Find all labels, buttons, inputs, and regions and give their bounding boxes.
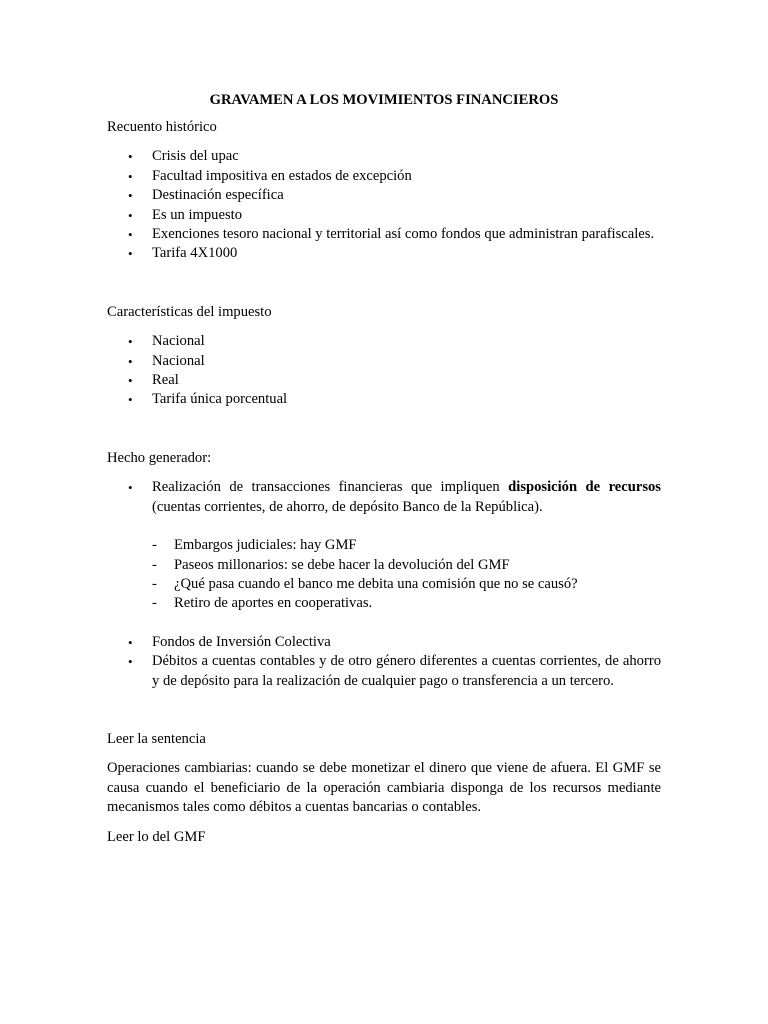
bullet-list-hecho-generador	[107, 478, 661, 517]
document-title: GRAVAMEN A LOS MOVIMIENTOS FINANCIEROS	[209, 92, 559, 108]
bullet-list-recuento	[107, 147, 661, 263]
list-item: - Embargos judiciales: hay GMF	[107, 536, 661, 555]
bullet-icon: •	[128, 246, 133, 262]
section-heading-recuento: Recuento histórico	[107, 119, 217, 135]
bullet-icon: •	[128, 188, 133, 204]
dash-icon: -	[152, 575, 157, 592]
bullet-icon: •	[128, 373, 133, 389]
bullet-list-caracteristicas	[107, 332, 661, 410]
list-item: • Real	[107, 371, 661, 390]
document-page	[107, 90, 661, 847]
bullet-list-hecho-generador-2	[107, 633, 661, 691]
list-item: • Fondos de Inversión Colectiva	[107, 633, 661, 652]
list-item: • Realización de transacciones financieras que impliquen disposición de recursos (cuentas corrientes, de ahorro, de depósito Banco de la República).	[128, 479, 661, 515]
list-item: • Débitos a cuentas contables y de otro género diferentes a cuentas corrientes, de ahorro y de depósito para la realización de cualquier pago o transferencia a un tercero.	[128, 653, 661, 689]
bullet-icon: •	[128, 392, 133, 408]
list-item: • Nacional	[107, 352, 661, 371]
list-item: - Paseos millonarios: se debe hacer la devolución del GMF	[107, 556, 661, 575]
bullet-icon: •	[128, 334, 133, 350]
list-item: • Facultad impositiva en estados de excepción	[107, 167, 661, 186]
bullet-icon: •	[128, 168, 133, 184]
dash-list	[107, 536, 661, 614]
section-heading-hecho-generador: Hecho generador:	[107, 449, 212, 466]
paragraph-operaciones-cambiarias: Operaciones cambiarias: cuando se debe monetizar el dinero que viene de afuera. El GMF se causa cuando el beneficiario de la operación cambiaria disponga de los recursos mediante mecanismos tales como débitos a cuentas bancarias o contables.	[107, 760, 661, 816]
bullet-icon: •	[128, 149, 133, 165]
dash-icon: -	[152, 537, 157, 554]
dash-icon: -	[152, 556, 157, 573]
section-heading-caracteristicas: Características del impuesto	[107, 303, 272, 320]
emphasis-text: disposición de recursos	[508, 479, 661, 496]
bullet-icon: •	[128, 227, 133, 243]
list-item: • Tarifa 4X1000	[107, 244, 661, 263]
list-item: • Nacional	[107, 332, 661, 351]
dash-icon: -	[152, 595, 157, 612]
bullet-icon: •	[128, 634, 133, 650]
bullet-icon: •	[128, 654, 133, 670]
list-item: • Tarifa única porcentual	[107, 390, 661, 409]
bullet-icon: •	[128, 207, 133, 223]
bullet-icon: •	[128, 480, 133, 496]
note-leer-gmf: Leer lo del GMF	[107, 828, 206, 845]
list-item: • Es un impuesto	[107, 206, 661, 225]
list-item: • Crisis del upac	[107, 147, 661, 166]
list-item: • Destinación específica	[107, 186, 661, 205]
note-leer-sentencia: Leer la sentencia	[107, 730, 206, 747]
list-item: - Retiro de aportes en cooperativas.	[107, 594, 661, 613]
list-item: • Exenciones tesoro nacional y territorial así como fondos que administran parafiscales.	[107, 225, 661, 244]
bullet-icon: •	[128, 353, 133, 369]
list-item: - ¿Qué pasa cuando el banco me debita una comisión que no se causó?	[107, 575, 661, 594]
